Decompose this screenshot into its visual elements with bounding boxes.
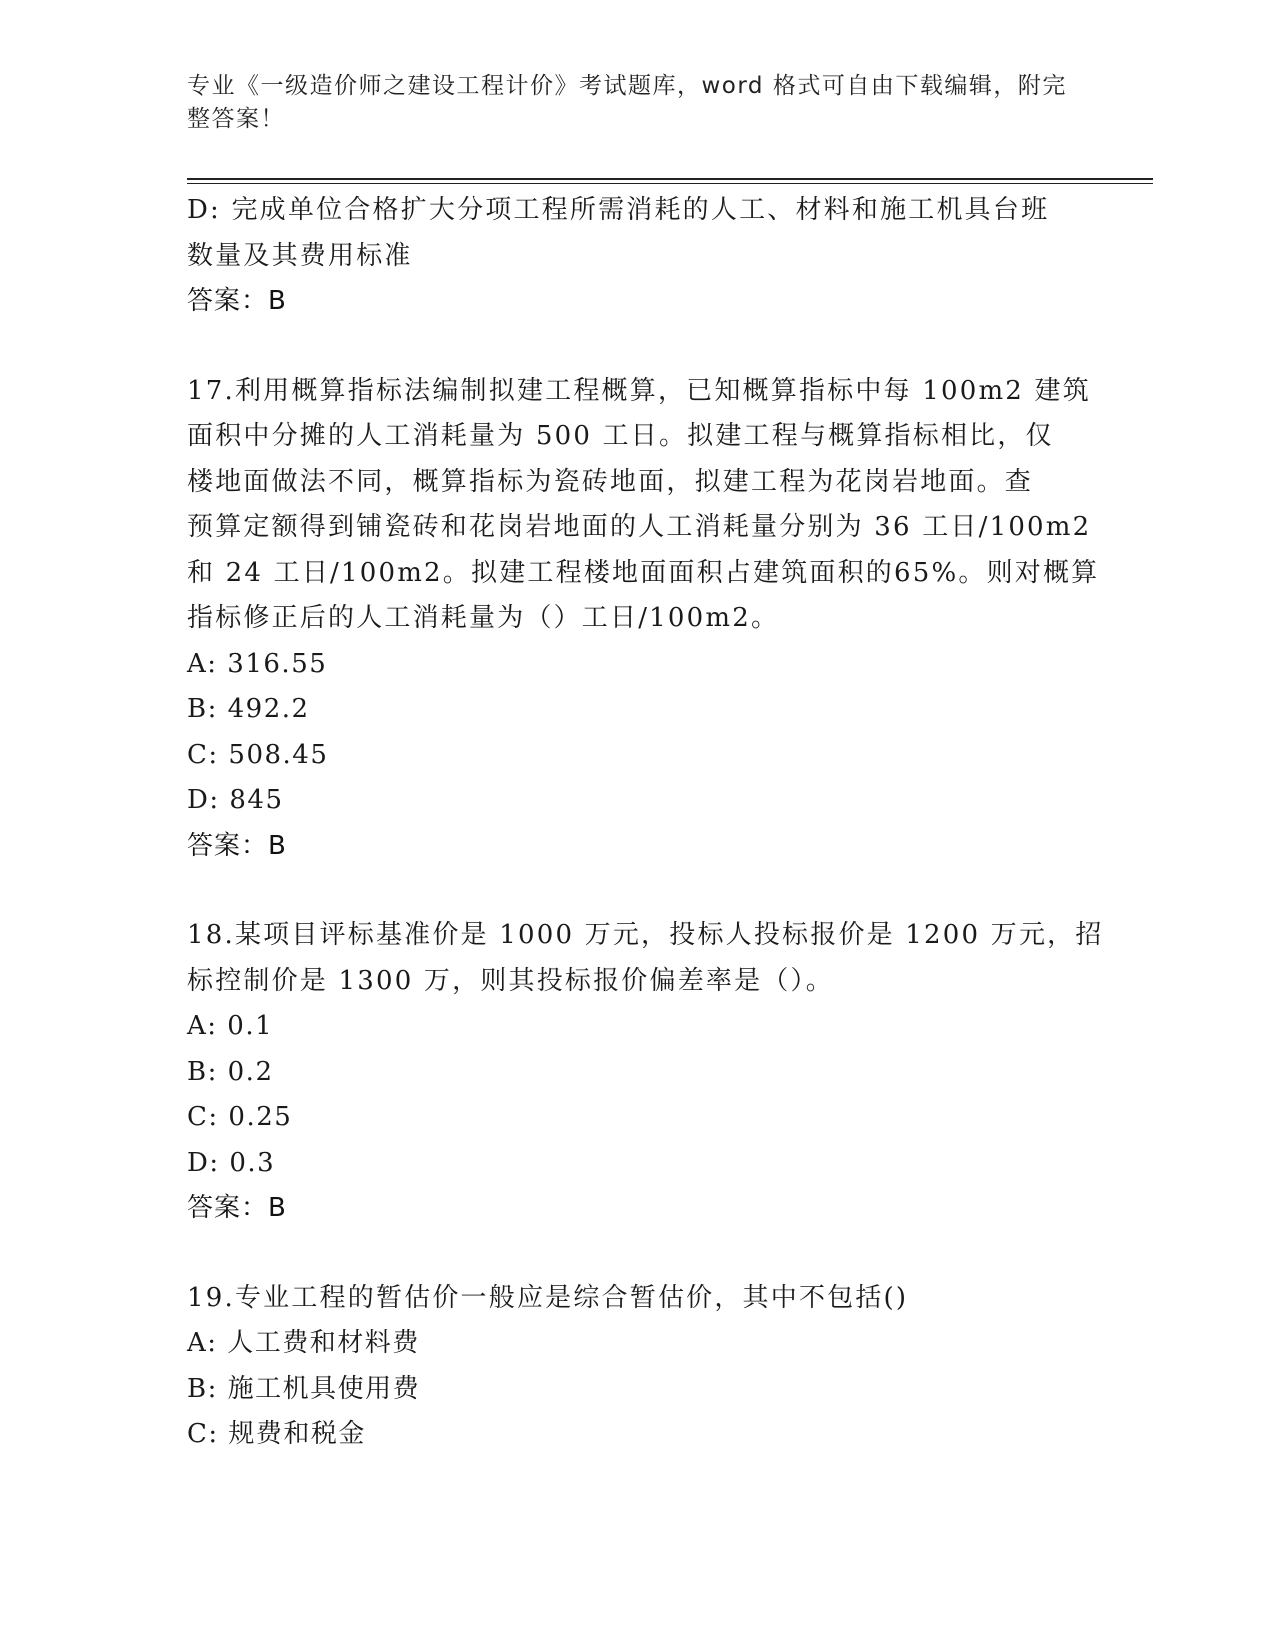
question-19 — [187, 1276, 1087, 1458]
answer-17: 答案：B — [187, 830, 287, 861]
question-17-line: 17.利用概算指标法编制拟建工程概算，已知概算指标中每 100m2 建筑 — [187, 375, 1091, 406]
document-header — [187, 70, 1067, 136]
question-19-option-b: B: 施工机具使用费 — [187, 1373, 421, 1404]
question-17-option-a: A: 316.55 — [187, 648, 328, 679]
header-line-1: 专业《一级造价师之建设工程计价》考试题库，word 格式可自由下载编辑，附完 — [187, 73, 1067, 99]
question-17-line: 预算定额得到铺瓷砖和花岗岩地面的人工消耗量分别为 36 工日/100m2 — [187, 512, 1092, 542]
question-17-option-c: C: 508.45 — [187, 739, 329, 770]
question-18-line: 标控制价是 1300 万，则其投标报价偏差率是（）。 — [187, 965, 834, 996]
question-16-tail — [187, 188, 1087, 325]
question-18-option-c: C: 0.25 — [187, 1102, 293, 1132]
question-17-line: 和 24 工日/100m2。拟建工程楼地面面积占建筑面积的65%。则对概算 — [187, 557, 1100, 588]
question-17 — [187, 369, 1100, 870]
question-19-option-c: C: 规费和税金 — [187, 1419, 366, 1449]
question-17-line: 楼地面做法不同，概算指标为瓷砖地面，拟建工程为花岗岩地面。查 — [187, 466, 1034, 497]
answer-16: 答案：B — [187, 286, 287, 316]
question-18-line: 18.某项目评标基准价是 1000 万元，投标人投标报价是 1200 万元，招 — [187, 920, 1104, 950]
question-19-option-a: A: 人工费和材料费 — [187, 1328, 420, 1358]
question-17-line: 面积中分摊的人工消耗量为 500 工日。拟建工程与概算指标相比，仅 — [187, 421, 1054, 451]
header-line-2: 整答案！ — [187, 106, 285, 132]
question-17-line: 指标修正后的人工消耗量为（）工日/100m2。 — [187, 603, 780, 633]
question-18 — [187, 913, 1104, 1232]
question-17-option-d: D: 845 — [187, 785, 284, 815]
question-17-option-b: B: 492.2 — [187, 694, 310, 724]
question-19-line: 19.专业工程的暂估价一般应是综合暂估价，其中不包括() — [187, 1282, 909, 1313]
document-body — [187, 188, 1104, 1458]
header-rule-thin — [187, 183, 1153, 184]
header-rule-thick — [187, 178, 1153, 180]
option-d-line-2: 数量及其费用标准 — [187, 240, 413, 271]
question-18-option-d: D: 0.3 — [187, 1147, 276, 1178]
question-18-option-a: A: 0.1 — [187, 1011, 274, 1041]
answer-18: 答案：B — [187, 1193, 287, 1223]
option-d-line-1: D: 完成单位合格扩大分项工程所需消耗的人工、材料和施工机具台班 — [187, 195, 1050, 225]
question-18-option-b: B: 0.2 — [187, 1056, 274, 1087]
